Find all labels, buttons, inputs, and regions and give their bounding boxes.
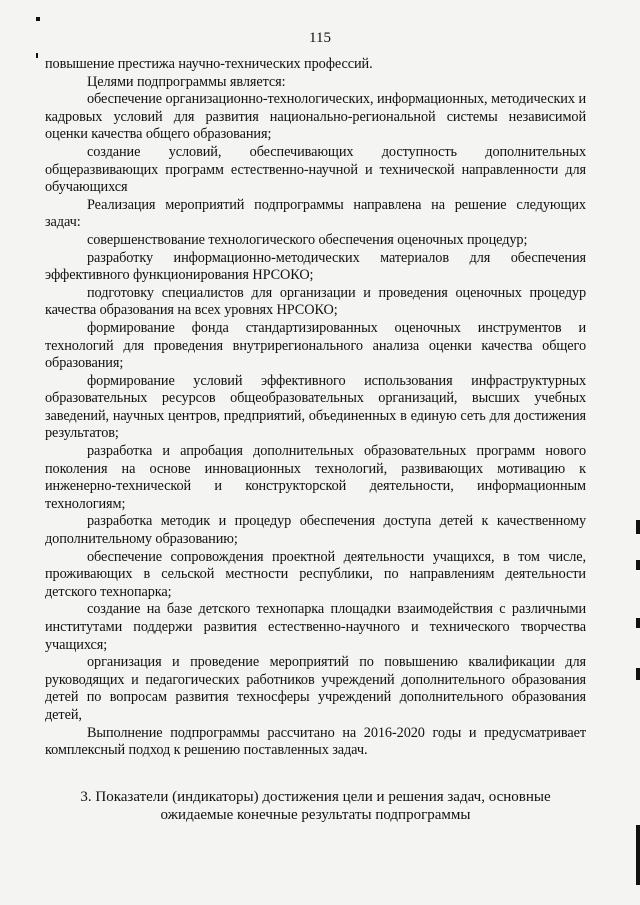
paragraph: обеспечение сопровождения проектной деятельности учащихся, в том числе, проживающих в сельской местности республики, по направлениям деятельности детского технопарка; (45, 548, 586, 600)
page-number: 115 (309, 30, 331, 46)
scan-mark (36, 17, 40, 21)
paragraph: разработка методик и процедур обеспечения доступа детей к качественному дополнительному образованию; (45, 513, 586, 548)
section-heading-line: ожидаемые конечные результаты подпрограммы (160, 807, 471, 823)
scan-mark (636, 560, 640, 570)
paragraph: Реализация мероприятий подпрограммы направлена на решение следующих задач: (45, 196, 586, 231)
section-heading (45, 788, 586, 824)
paragraph: организация и проведение мероприятий по повышению квалификации для руководящих и педагогических работников учреждений дополнительного образования детей по вопросам развития техносферы учреждений дополнительного образования детей, (45, 654, 586, 723)
scan-mark (636, 520, 640, 534)
paragraph: совершенствование технологического обеспечения оценочных процедур; (87, 231, 528, 248)
scan-mark (636, 618, 640, 628)
body-text (45, 56, 586, 760)
paragraph: подготовку специалистов для организации и проведения оценочных процедур качества образования на всех уровнях НРСОКО; (45, 284, 586, 319)
paragraph: обеспечение организационно-технологических, информационных, методических и кадровых условий для развития национально-региональной системы независимой оценки качества общего образования; (45, 91, 586, 143)
paragraph: создание на базе детского технопарка площадки взаимодействия с различными институтами поддержи развития естественно-научного и технического творчества учащихся; (45, 601, 586, 653)
scan-mark (36, 53, 38, 58)
paragraph: создание условий, обеспечивающих доступность дополнительных общеразвивающих программ естественно-научной и технической направленности для обучающихся (45, 143, 586, 196)
paragraph: разработка и апробация дополнительных образовательных программ нового поколения на основе инновационных технологий, развивающих мотивацию к инженерно-технической и конструкторской деятельности, информационным технологиям; (45, 443, 586, 512)
section-heading-line: 3. Показатели (индикаторы) достижения цели и решения задач, основные (80, 789, 551, 805)
paragraph: разработку информационно-методических материалов для обеспечения эффективного функционирования НРСОКО; (45, 249, 586, 284)
paragraph: формирование фонда стандартизированных оценочных инструментов и технологий для проведения внутрирегионального анализа оценки качества общего образования; (45, 319, 586, 372)
scan-mark (636, 825, 640, 885)
paragraph: повышение престижа научно-технических профессий. (45, 56, 373, 72)
paragraph: Выполнение подпрограммы рассчитано на 2016-2020 годы и предусматривает комплексный подход к решению поставленных задач. (45, 724, 586, 759)
paragraph: Целями подпрограммы является: (87, 73, 286, 90)
scan-mark (636, 668, 640, 680)
paragraph: формирование условий эффективного использования инфраструктурных образовательных ресурсов общеобразовательных организаций, высших учебных заведений, научных центров, предприятий, объединенных в единую сеть для достижения результатов; (45, 372, 586, 442)
